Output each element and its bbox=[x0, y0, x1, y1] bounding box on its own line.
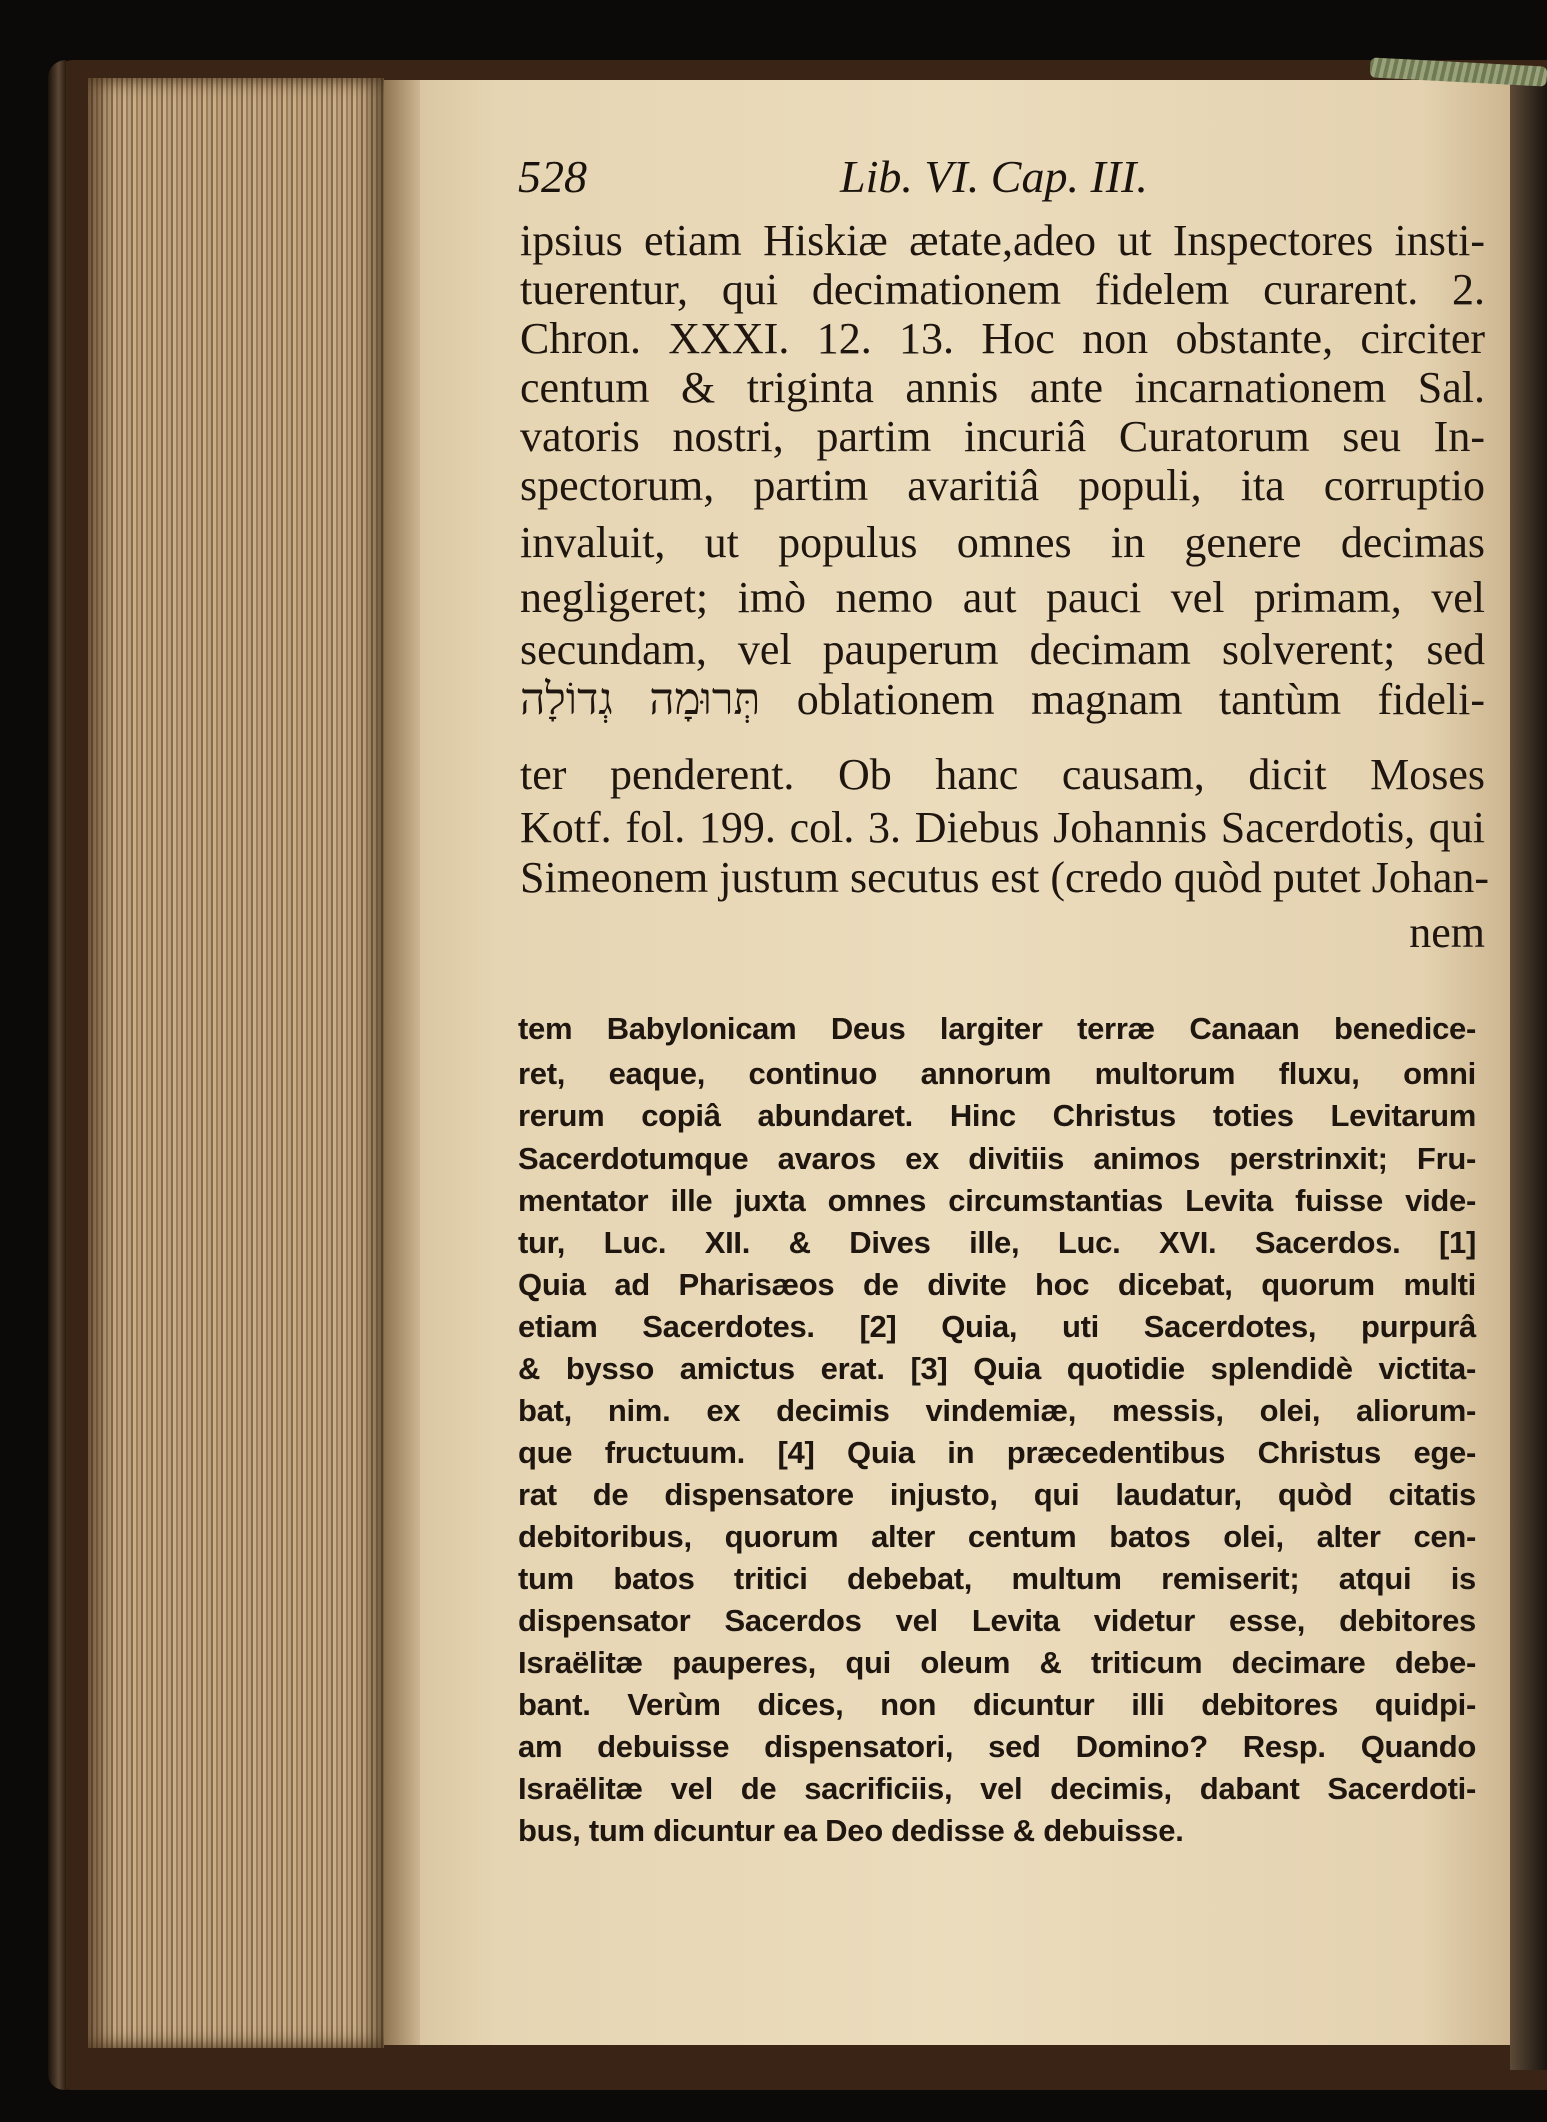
main-line-7: invaluit, ut populus omnes in genere decimas bbox=[520, 518, 1485, 567]
main-line-3: Chron. XXXI. 12. 13. Hoc non obstante, circiter bbox=[520, 314, 1485, 363]
footnote-line-17: bant. Verùm dices, non dicuntur illi debitores quidpi- bbox=[518, 1687, 1476, 1722]
footnote-line-11: que fructuum. [4] Quia in præcedentibus Christus ege- bbox=[518, 1435, 1476, 1470]
footnote-line-8: etiam Sacerdotes. [2] Quia, uti Sacerdotes, purpurâ bbox=[518, 1309, 1476, 1344]
main-line-10: תְּרוּמָה גְדוֹלָה oblationem magnam tantùm fideli- bbox=[520, 675, 1485, 724]
footnote-line-4: Sacerdotumque avaros ex divitiis animos perstrinxit; Fru- bbox=[518, 1141, 1476, 1176]
main-line-13: Simeonem justum secutus est (credo quòd putet Johan- bbox=[520, 853, 1490, 902]
footnote-line-16: Israëlitæ pauperes, qui oleum & triticum decimare debe- bbox=[518, 1645, 1476, 1680]
footnote-line-3: rerum copiâ abundaret. Hinc Christus toties Levitarum bbox=[518, 1098, 1476, 1133]
footnote-line-10: bat, nim. ex decimis vindemiæ, messis, olei, aliorum- bbox=[518, 1393, 1476, 1428]
main-line-9: secundam, vel pauperum decimam solverent; sed bbox=[520, 625, 1485, 674]
main-line-2: tuerentur, qui decimationem fidelem curarent. 2. bbox=[520, 265, 1485, 314]
main-line-8: negligeret; imò nemo aut pauci vel primam, vel bbox=[520, 573, 1485, 622]
main-line-6: spectorum, partim avaritiâ populi, ita corruptio bbox=[520, 461, 1485, 510]
footnote-line-6: tur, Luc. XII. & Dives ille, Luc. XVI. Sacerdos. [1] bbox=[518, 1225, 1476, 1260]
facing-page-shadow bbox=[1510, 70, 1547, 2070]
footnote-line-18: am debuisse dispensatori, sed Domino? Resp. Quando bbox=[518, 1729, 1476, 1764]
main-line-12: Kotf. fol. 199. col. 3. Diebus Johannis Sacerdotis, qui bbox=[520, 803, 1485, 852]
footnote-line-1: tem Babylonicam Deus largiter terræ Canaan benedice- bbox=[518, 1011, 1476, 1046]
footnote-line-13: debitoribus, quorum alter centum batos olei, alter cen- bbox=[518, 1519, 1476, 1554]
footnote-line-9: & bysso amictus erat. [3] Quia quotidie splendidè victita- bbox=[518, 1351, 1476, 1386]
book-spine-edge bbox=[48, 60, 66, 2090]
main-line-5: vatoris nostri, partim incuriâ Curatorum seu In- bbox=[520, 412, 1485, 461]
footnote-line-5: mentator ille juxta omnes circumstantias Levita fuisse vide- bbox=[518, 1183, 1476, 1218]
page-gutter bbox=[384, 80, 420, 2045]
main-line-11: ter penderent. Ob hanc causam, dicit Moses bbox=[520, 750, 1485, 799]
footnote-line-14: tum batos tritici debebat, multum remiserit; atqui is bbox=[518, 1561, 1476, 1596]
page-fore-edges bbox=[88, 78, 384, 2048]
footnote-line-19: Israëlitæ vel de sacrificiis, vel decimis, dabant Sacerdoti- bbox=[518, 1771, 1476, 1806]
footnote-line-7: Quia ad Pharisæos de divite hoc dicebat, quorum multi bbox=[518, 1267, 1476, 1302]
footnote-line-2: ret, eaque, continuo annorum multorum fluxu, omni bbox=[518, 1056, 1476, 1091]
footnote-line-20: bus, tum dicuntur ea Deo dedisse & debuisse. bbox=[518, 1813, 1184, 1848]
main-line-1: ipsius etiam Hiskiæ ætate,adeo ut Inspectores insti- bbox=[520, 216, 1485, 265]
footnote-line-12: rat de dispensatore injusto, qui laudatur, quòd citatis bbox=[518, 1477, 1476, 1512]
page-number: 528 bbox=[518, 151, 587, 202]
footnote-line-15: dispensator Sacerdos vel Levita videtur esse, debitores bbox=[518, 1603, 1476, 1638]
main-line-catchword: nem bbox=[1409, 908, 1485, 957]
main-line-4: centum & triginta annis ante incarnationem Sal. bbox=[520, 363, 1485, 412]
running-title: Lib. VI. Cap. III. bbox=[840, 151, 1148, 202]
